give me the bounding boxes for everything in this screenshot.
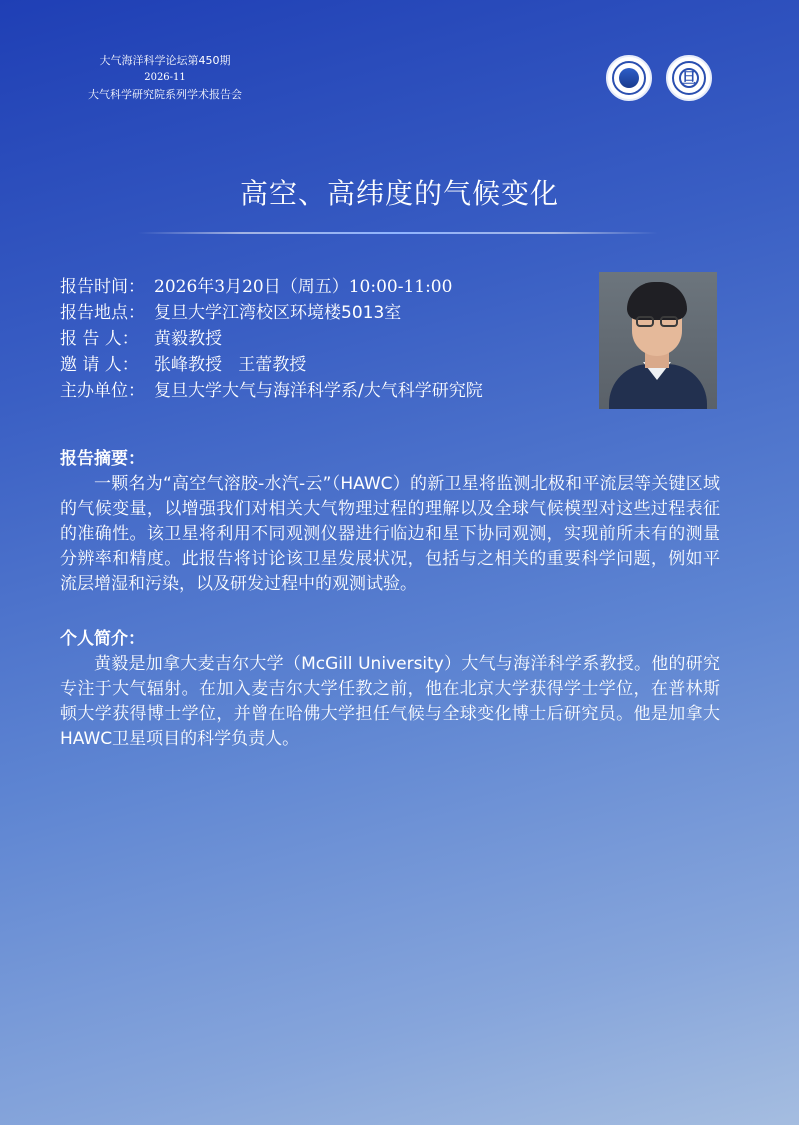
time-label: 报告时间： bbox=[60, 277, 145, 297]
host-value: 张峰教授 王蕾教授 bbox=[154, 355, 307, 375]
series-name: 大气科学研究院系列学术报告会 bbox=[88, 88, 242, 101]
organizer-value: 复旦大学大气与海洋科学系/大气科学研究院 bbox=[154, 381, 483, 401]
abstract-heading: 报告摘要： bbox=[60, 449, 145, 469]
speaker-value: 黄毅教授 bbox=[154, 329, 222, 349]
department-logo-icon bbox=[606, 55, 652, 101]
location-value: 复旦大学江湾校区环境楼5013室 bbox=[154, 303, 402, 323]
info-row-location bbox=[60, 300, 483, 326]
info-row-speaker bbox=[60, 326, 483, 352]
bio-heading: 个人简介： bbox=[60, 629, 145, 649]
event-info bbox=[60, 274, 483, 404]
speaker-label: 报 告 人： bbox=[60, 329, 139, 349]
abstract-text: 一颗名为“高空气溶胶-水汽-云”（HAWC）的新卫星将监测北极和平流层等关键区域的气候变量，以增强我们对相关大气物理过程的理解以及全球气候模型对这些过程表征的准确性。该卫星将利用不同观测仪器进行临边和星下协同观测，实现前所未有的测量分辨率和精度。此报告将讨论该卫星发展状况，包括与之相关的重要科学问题，例如平流层增湿和污染，以及研发过程中的观测试验。 bbox=[60, 474, 720, 594]
event-date: 2026-11 bbox=[144, 72, 186, 83]
institute-logo-glyph: 旦 bbox=[681, 69, 697, 87]
institute-logo-icon bbox=[666, 55, 712, 101]
info-row-host bbox=[60, 352, 483, 378]
time-value: 2026年3月20日（周五）10:00-11:00 bbox=[154, 277, 453, 297]
forum-issue: 大气海洋科学论坛第450期 bbox=[99, 54, 231, 67]
speaker-photo bbox=[599, 272, 717, 409]
bio-text: 黄毅是加拿大麦吉尔大学（McGill University）大气与海洋科学系教授。他的研究专注于大气辐射。在加入麦吉尔大学任教之前，他在北京大学获得学士学位，在普林斯顿大学获得博士学位，并曾在哈佛大学担任气候与全球变化博士后研究员。他是加拿大HAWC卫星项目的科学负责人。 bbox=[60, 654, 720, 749]
host-label: 邀 请 人： bbox=[60, 355, 139, 375]
info-row-organizer bbox=[60, 378, 483, 404]
info-row-time bbox=[60, 274, 483, 300]
header-meta bbox=[0, 52, 330, 103]
page-title: 高空、高纬度的气候变化 bbox=[239, 177, 559, 210]
location-label: 报告地点： bbox=[60, 303, 145, 323]
organizer-label: 主办单位： bbox=[60, 381, 145, 401]
title-divider bbox=[138, 232, 658, 234]
